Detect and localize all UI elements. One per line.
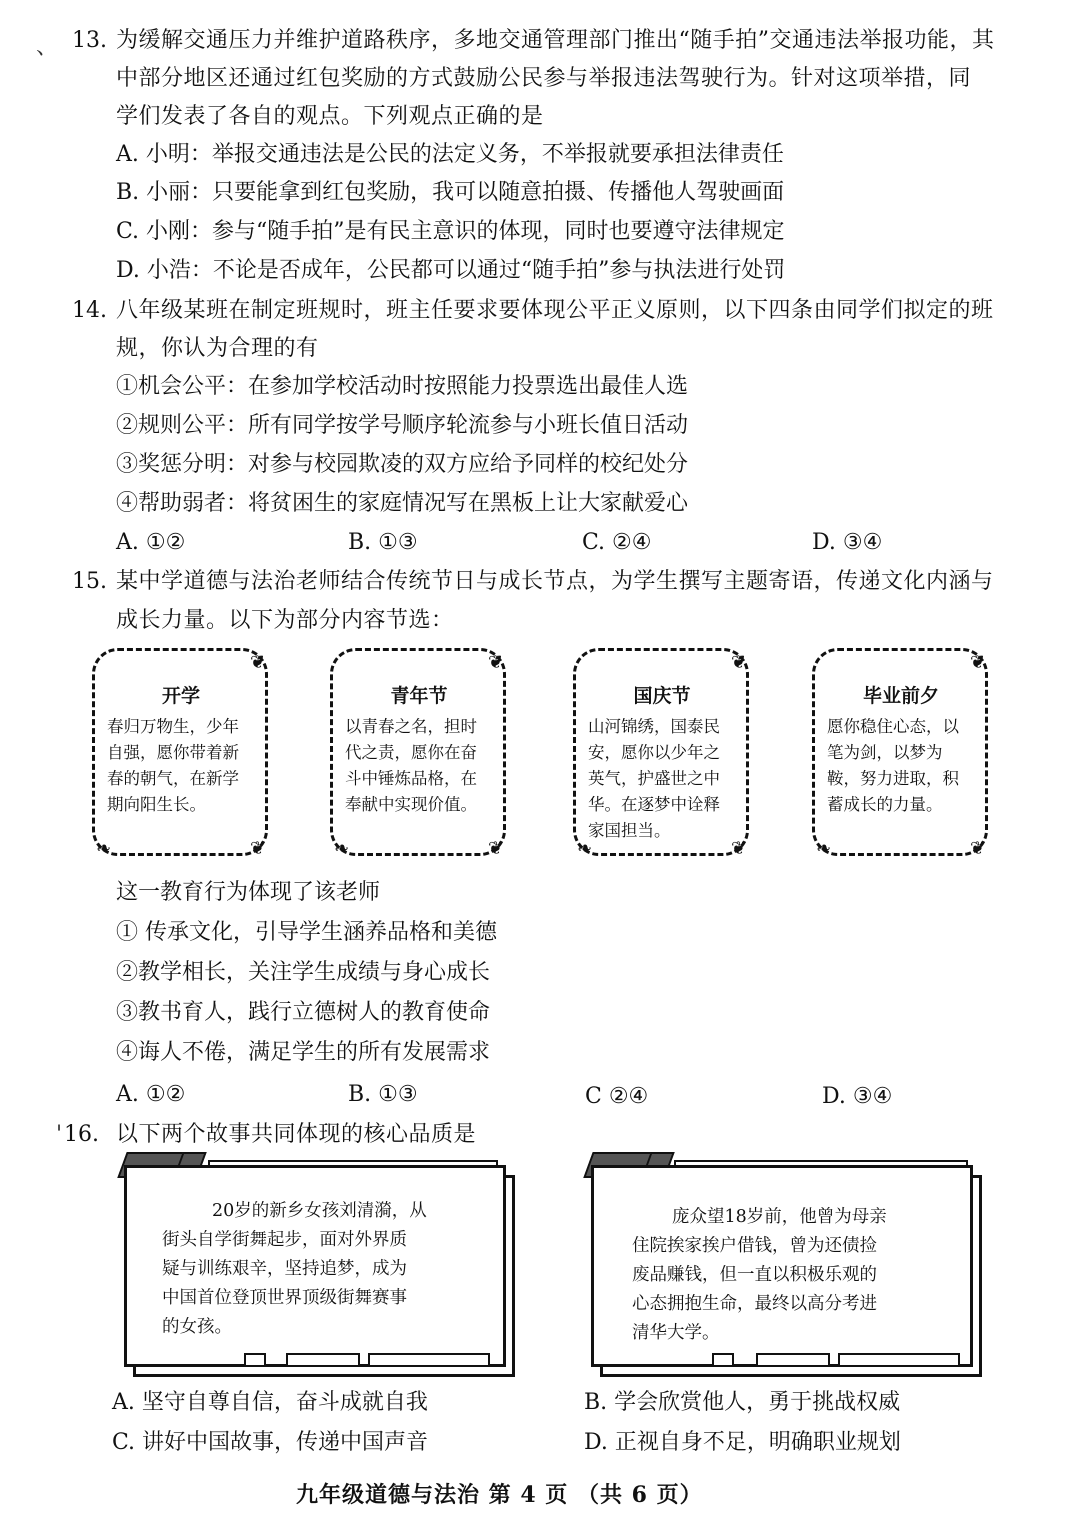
q14-stem-line: 规，你认为合理的有 [116, 336, 319, 361]
q15-choice-b: B. ①③ [348, 1082, 418, 1107]
leaf-icon: ❧ [334, 838, 350, 859]
q15-choice-c: C ②④ [585, 1084, 649, 1109]
q14-item: ②规则公平：所有同学按学号顺序轮流参与小班长值日活动 [116, 413, 689, 438]
card-body: 山河锦绣，国泰民安，愿你以少年之英气，护盛世之中华。在逐梦中诠释家国担当。 [588, 717, 720, 840]
q14-item: ①机会公平：在参加学校活动时按照能力投票选出最佳人选 [116, 374, 689, 399]
story1-line: 中国首位登顶世界顶级街舞赛事 [162, 1288, 407, 1308]
q16-stem: 以下两个故事共同体现的核心品质是 [116, 1122, 477, 1147]
message-card-biyeqianxi [812, 648, 988, 856]
leaf-icon: ❧ [96, 838, 112, 859]
leaf-icon: ❦ [970, 838, 986, 859]
leaf-icon: ❦ [250, 652, 266, 673]
q14-item: ④帮助弱者：将贫困生的家庭情况写在黑板上让大家献爱心 [116, 491, 689, 516]
q15-lead: 这一教育行为体现了该老师 [116, 880, 381, 905]
q13-option-b: B. 小丽：只要能拿到红包奖励，我可以随意拍摄、传播他人驾驶画面 [116, 180, 785, 205]
board-foot [838, 1353, 960, 1367]
scan-mark: 、 [36, 35, 59, 60]
card-body: 愿你稳住心态，以笔为剑，以梦为鞍，努力进取，积蓄成长的力量。 [827, 717, 959, 814]
story1-line: 的女孩。 [162, 1317, 232, 1337]
leaf-icon: ❦ [488, 652, 504, 673]
q15-item: ③教书育人，践行立德树人的教育使命 [116, 1000, 491, 1025]
q14-number: 14. [72, 298, 107, 323]
q15-stem-line: 成长力量。以下为部分内容节选： [116, 608, 454, 633]
q13-option-a: A. 小明：举报交通违法是公民的法定义务，不举报就要承担法律责任 [116, 142, 784, 167]
q13-option-d: D. 小浩：不论是否成年，公民都可以通过“随手拍”参与执法进行处罚 [116, 258, 786, 283]
q13-option-c: C. 小刚：参与“随手拍”是有民主意识的体现，同时也要遵守法律规定 [116, 219, 785, 244]
story2-line: 废品赚钱，但一直以积极乐观的 [632, 1265, 877, 1285]
leaf-icon: ❦ [731, 838, 747, 859]
q14-stem-line: 八年级某班在制定班规时，班主任要求要体现公平正义原则，以下四条由同学们拟定的班 [116, 298, 994, 323]
card-title: 开学 [161, 685, 200, 707]
q16-number: 16. [64, 1122, 99, 1147]
card-title: 毕业前夕 [862, 685, 939, 707]
story2-line: 住院挨家挨户借钱，曾为还债捡 [632, 1236, 877, 1256]
board-foot [368, 1353, 490, 1367]
leaf-icon: ❦ [488, 838, 504, 859]
board-foot [712, 1353, 734, 1367]
q13-stem-line: 为缓解交通压力并维护道路秩序，多地交通管理部门推出“随手拍”交通违法举报功能，其 [116, 28, 995, 53]
story2-line: 清华大学。 [632, 1323, 720, 1343]
page-footer: 九年级道德与法治 第 4 页 （共 6 页） [296, 1482, 703, 1508]
q16-option-a: A. 坚守自尊自信，奋斗成就自我 [112, 1390, 428, 1415]
leaf-icon: ❦ [970, 652, 986, 673]
leaf-icon: ❧ [816, 838, 832, 859]
card-body: 春归万物生，少年自强，愿你带着新春的朝气，在新学期向阳生长。 [107, 717, 239, 814]
scan-mark: ' [56, 1122, 63, 1147]
card-title: 青年节 [390, 685, 448, 707]
board-foot [286, 1353, 360, 1367]
leaf-icon: ❦ [250, 838, 266, 859]
story1-line: 街头自学街舞起步，面对外界质 [162, 1230, 407, 1250]
q15-stem-line: 某中学道德与法治老师结合传统节日与成长节点，为学生撰写主题寄语，传递文化内涵与 [116, 569, 994, 594]
q13-number: 13. [72, 28, 107, 53]
q13-stem-line: 中部分地区还通过红包奖励的方式鼓励公民参与举报违法驾驶行为。针对这项举措，同 [116, 66, 972, 91]
q15-number: 15. [72, 569, 107, 594]
card-body: 以青春之名，担时代之责，愿你在奋斗中锤炼品格，在奉献中实现价值。 [345, 717, 477, 814]
message-card-kaixue [92, 648, 268, 856]
board-foot [756, 1353, 830, 1367]
q14-item: ③奖惩分明：对参与校园欺凌的双方应给予同样的校纪处分 [116, 452, 689, 477]
story1-line: 20岁的新乡女孩刘清漪，从 [212, 1201, 427, 1221]
q15-item: ②教学相长，关注学生成绩与身心成长 [116, 960, 491, 985]
q15-choice-a: A. ①② [116, 1082, 186, 1107]
story1-line: 疑与训练艰辛，坚持追梦，成为 [162, 1259, 407, 1279]
message-card-guoqingjie [573, 648, 749, 856]
q14-choice-d: D. ③④ [812, 530, 883, 555]
q16-option-b: B. 学会欣赏他人，勇于挑战权威 [584, 1390, 901, 1415]
leaf-icon: ❧ [577, 838, 593, 859]
story2-line: 庞众望18岁前，他曾为母亲 [672, 1207, 887, 1227]
q15-item: ④诲人不倦，满足学生的所有发展需求 [116, 1040, 491, 1065]
q14-choice-c: C. ②④ [582, 530, 652, 555]
story2-line: 心态拥抱生命，最终以高分考进 [632, 1294, 877, 1314]
q16-option-c: C. 讲好中国故事，传递中国声音 [112, 1430, 429, 1455]
message-card-qingnianjie [330, 648, 506, 856]
board-foot [244, 1353, 266, 1367]
q15-choice-d: D. ③④ [822, 1084, 893, 1109]
q14-choice-a: A. ①② [116, 530, 186, 555]
card-title: 国庆节 [633, 685, 691, 707]
q16-option-d: D. 正视自身不足，明确职业规划 [584, 1430, 901, 1455]
leaf-icon: ❦ [731, 652, 747, 673]
q14-choice-b: B. ①③ [348, 530, 418, 555]
q13-stem-line: 学们发表了各自的观点。下列观点正确的是 [116, 104, 544, 129]
q15-item: ① 传承文化，引导学生涵养品格和美德 [116, 920, 497, 945]
